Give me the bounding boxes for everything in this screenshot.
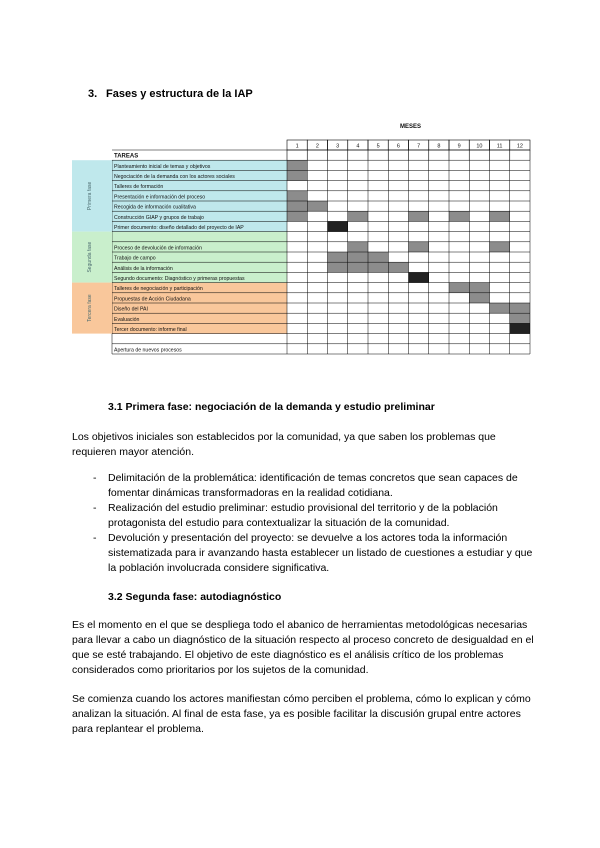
task-label: Apertura de nuevos procesos (114, 347, 182, 354)
gantt-chart (0, 0, 600, 370)
phase-label: Primera fase (87, 181, 93, 211)
gantt-bar (409, 242, 429, 252)
months-label: MESES (399, 124, 422, 130)
section-number: 3. (88, 88, 98, 100)
month-label: 4 (356, 143, 360, 150)
month-label: 7 (417, 143, 421, 150)
subsection-title-3-2: 3.2 Segunda fase: autodiagnóstico (108, 591, 282, 603)
gantt-bar (287, 160, 307, 170)
subsection-title-3-1: 3.1 Primera fase: negociación de la demanda y estudio preliminar (108, 401, 435, 413)
task-label: Construcción GIAP y grupos de trabajo (114, 214, 204, 221)
task-label: Análisis de la información (114, 265, 173, 272)
gantt-bar (510, 303, 530, 313)
bullet-text: Delimitación de la problemática: identificación de temas concretos que sean capaces de fomentar dinámicas transformadoras en la realidad cotidiana. (108, 472, 518, 499)
task-label: Planteamiento inicial de temas y objetivos (114, 163, 211, 170)
task-label: Talleres de formación (114, 184, 164, 191)
gantt-bar (328, 221, 348, 231)
task-label: Diseño del PAI (114, 306, 148, 313)
task-label: Negociación de la demanda con los actores sociales (114, 174, 235, 180)
gantt-bar (490, 303, 510, 313)
list-item: - Realización del estudio preliminar: estudio provisional del territorio y de la población protagonista del estudio para contextualizar la situación de la comunidad. (93, 502, 498, 529)
gantt-bar (287, 201, 307, 211)
gantt-bar (307, 201, 327, 211)
month-label: 8 (437, 143, 441, 150)
paragraph-intro: Los objetivos iniciales son establecidos por la comunidad, ya que saben los problemas que requieren mayor atención. (72, 431, 496, 458)
month-label: 2 (315, 143, 319, 150)
bullet-list (93, 471, 533, 576)
task-cell-bg (112, 232, 287, 242)
paragraph-autodiagnostico-2: Se comienza cuando los actores manifiestan cómo perciben el problema, cómo lo explican y cómo analizan la situación. Al final de esta fase, ya es posible facilitar la discusión grupal entre actores para replantear el problema. (72, 693, 531, 735)
gantt-bar (510, 323, 530, 333)
gantt-bar (287, 191, 307, 201)
gantt-bar (409, 211, 429, 221)
bullet-text: Devolución y presentación del proyecto: se devuelve a los actores toda la información sistematizada para ir avanzando hasta establecer un listado de cuestiones a estudiar y que la población involucrada considere significativa. (108, 532, 533, 574)
section-title: Fases y estructura de la IAP (106, 88, 253, 100)
task-label: Talleres de negociación y participación (114, 286, 203, 293)
month-label: 3 (336, 143, 340, 150)
month-label: 1 (295, 143, 299, 150)
month-label: 5 (376, 143, 380, 150)
month-label: 12 (516, 143, 523, 150)
gantt-bar (449, 211, 469, 221)
gantt-bar (348, 252, 368, 262)
task-label: Recogida de información cualitativa (114, 204, 196, 211)
gantt-bar (348, 211, 368, 221)
gantt-bar (287, 211, 307, 221)
task-label: Proceso de devolución de información (114, 245, 202, 252)
gantt-bar (348, 242, 368, 252)
month-label: 6 (396, 143, 400, 150)
gantt-bar (328, 262, 348, 272)
task-label: Primer documento: diseño detallado del proyecto de IAP (114, 225, 244, 231)
gantt-bar (388, 262, 408, 272)
gantt-bar (510, 313, 530, 323)
gantt-bar (287, 170, 307, 180)
task-label: Trabajo de campo (114, 255, 156, 262)
paragraph-autodiagnostico-1: Es el momento en el que se despliega todo el abanico de herramientas metodológicas necesarias para llevar a cabo un diagnóstico de la situación respecto al proceso concreto de desigualdad en el que se esté trabajando. El objetivo de este diagnóstico es el análisis crítico de los problemas considerados como prioritarios por los sujetos de la comunidad. (72, 619, 534, 676)
gantt-bar (449, 283, 469, 293)
phase-label: Tercera fase (87, 294, 93, 322)
tasks-header: TAREAS (114, 153, 139, 160)
month-label: 11 (496, 143, 503, 150)
list-item: - Devolución y presentación del proyecto: se devuelve a los actores toda la información sistematizada para ir avanzando hasta establecer un listado de cuestiones a estudiar y que la población involucrada considere significativa. (93, 532, 533, 574)
gantt-bar (368, 262, 388, 272)
gantt-bar (469, 293, 489, 303)
gantt-bar (348, 262, 368, 272)
list-item: - Delimitación de la problemática: identificación de temas concretos que sean capaces de fomentar dinámicas transformadoras en la realidad cotidiana. (93, 472, 518, 499)
month-label: 9 (457, 143, 461, 150)
task-label: Evaluación (114, 316, 140, 323)
task-label: Tercer documento: informe final (114, 327, 187, 333)
gantt-bar (409, 272, 429, 282)
gantt-bar (490, 242, 510, 252)
gantt-bar (328, 252, 348, 262)
task-label: Propuestas de Acción Ciudadana (114, 296, 191, 303)
gantt-bar (490, 211, 510, 221)
task-label: Segundo documento: Diagnóstico y primeras propuestas (114, 276, 245, 282)
task-label: Presentación e información del proceso (114, 194, 206, 201)
bullet-text: Realización del estudio preliminar: estudio provisional del territorio y de la población protagonista del estudio para contextualizar la situación de la comunidad. (108, 502, 498, 529)
phase-label: Segunda fase (87, 241, 93, 273)
gantt-bar (368, 252, 388, 262)
month-label: 10 (476, 143, 483, 150)
gantt-bar (469, 283, 489, 293)
